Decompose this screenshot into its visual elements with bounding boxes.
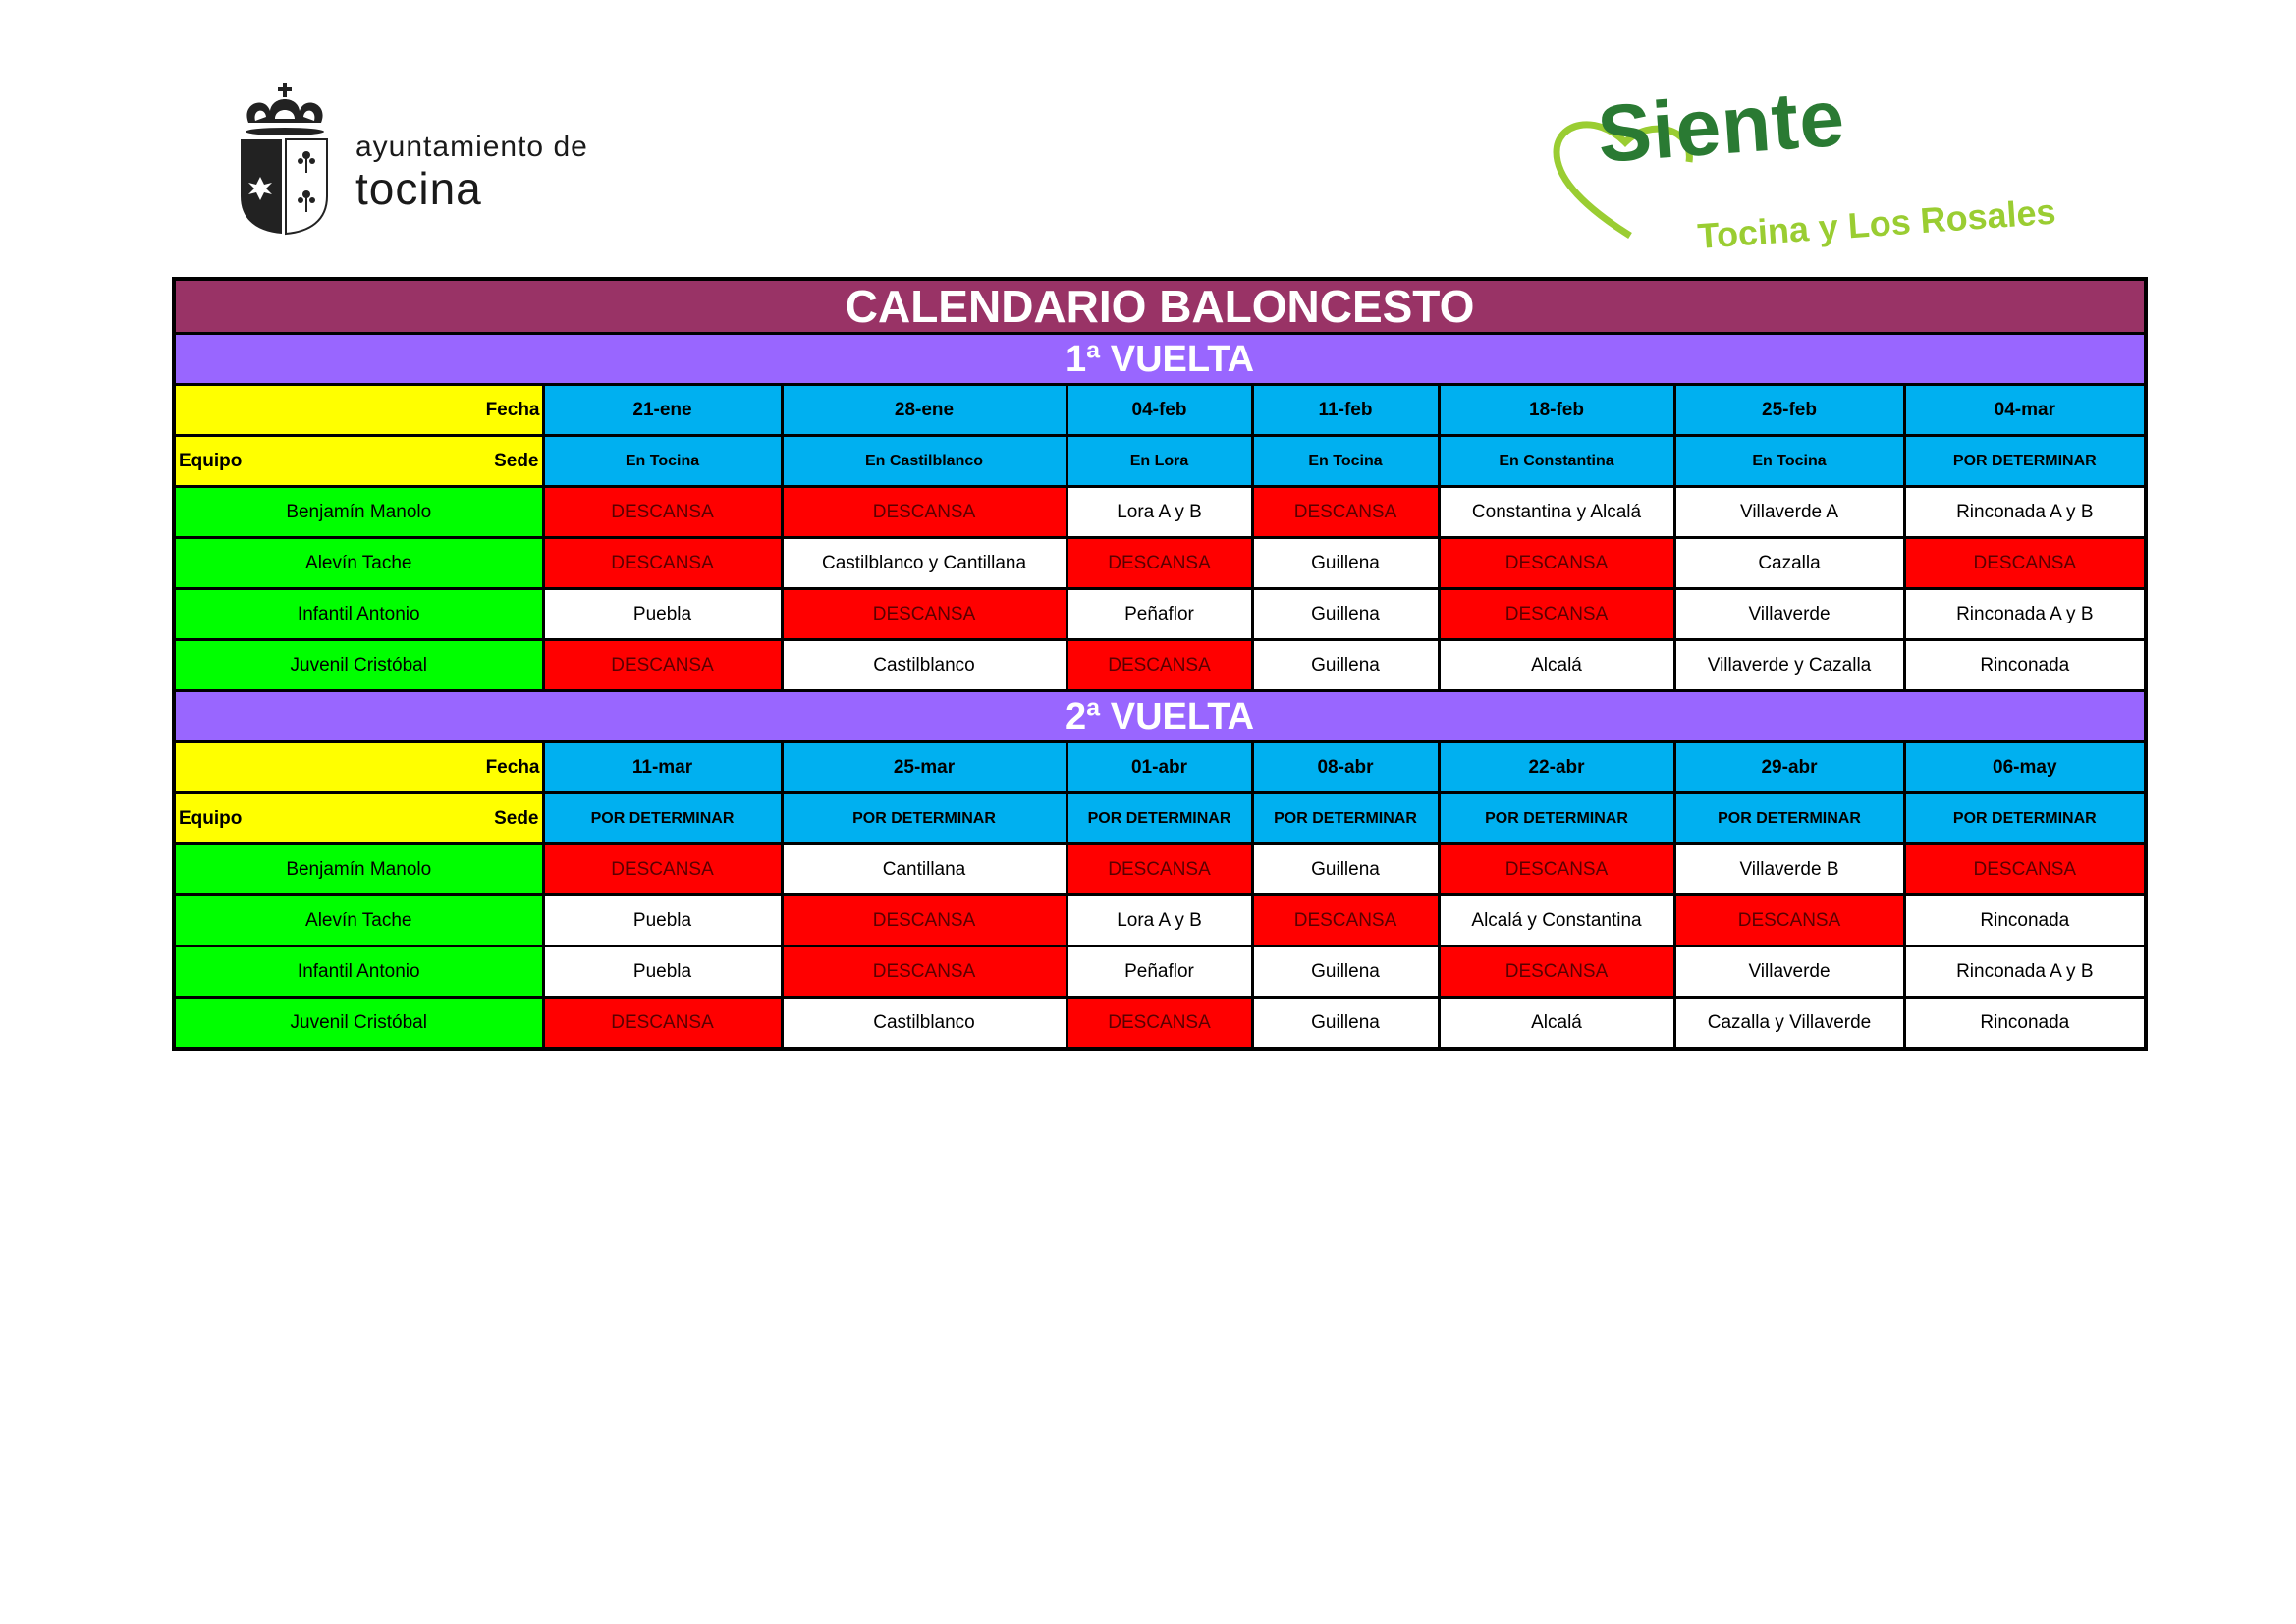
team-name: Juvenil Cristóbal xyxy=(174,640,543,691)
crown-icon xyxy=(241,83,329,137)
round-header-row xyxy=(174,691,2146,742)
round-header-row xyxy=(174,334,2146,385)
team-name: Alevín Tache xyxy=(174,895,543,947)
opponent-cell: Guillena xyxy=(1252,538,1439,589)
date-cell: 11-feb xyxy=(1252,385,1439,436)
date-cell: 04-feb xyxy=(1066,385,1252,436)
opponent-cell: Cazalla y Villaverde xyxy=(1674,998,1904,1050)
opponent-cell: Puebla xyxy=(543,895,782,947)
venue-cell: POR DETERMINAR xyxy=(1904,793,2146,844)
opponent-cell: Villaverde A xyxy=(1674,487,1904,538)
rest-cell: DESCANSA xyxy=(543,487,782,538)
opponent-cell: Guillena xyxy=(1252,947,1439,998)
date-cell: 28-ene xyxy=(782,385,1066,436)
date-cell: 25-feb xyxy=(1674,385,1904,436)
venue-cell: En Tocina xyxy=(543,436,782,487)
opponent-cell: Rinconada A y B xyxy=(1904,947,2146,998)
rest-cell: DESCANSA xyxy=(1252,487,1439,538)
opponent-cell: Peñaflor xyxy=(1066,589,1252,640)
opponent-cell: Guillena xyxy=(1252,640,1439,691)
team-row xyxy=(174,487,2146,538)
venue-cell: En Constantina xyxy=(1439,436,1674,487)
date-cell: 25-mar xyxy=(782,742,1066,793)
equipo-label: Equipo xyxy=(179,450,243,471)
date-cell: 11-mar xyxy=(543,742,782,793)
campaign-logo-title: Siente xyxy=(1594,73,1848,180)
opponent-cell: Puebla xyxy=(543,589,782,640)
venue-row xyxy=(174,793,2146,844)
municipality-logo-line2: tocina xyxy=(355,163,482,214)
venue-cell: En Tocina xyxy=(1674,436,1904,487)
opponent-cell: Cazalla xyxy=(1674,538,1904,589)
campaign-logo xyxy=(1552,73,2141,265)
calendar-title: CALENDARIO BALONCESTO xyxy=(174,279,2146,334)
opponent-cell: Castilblanco xyxy=(782,998,1066,1050)
fecha-label: Fecha xyxy=(485,756,540,778)
team-name: Juvenil Cristóbal xyxy=(174,998,543,1050)
rest-cell: DESCANSA xyxy=(1439,844,1674,895)
team-row xyxy=(174,844,2146,895)
rest-cell: DESCANSA xyxy=(782,589,1066,640)
team-row xyxy=(174,947,2146,998)
sede-label: Sede xyxy=(494,807,539,829)
opponent-cell: Guillena xyxy=(1252,998,1439,1050)
opponent-cell: Cantillana xyxy=(782,844,1066,895)
date-cell: 29-abr xyxy=(1674,742,1904,793)
rest-cell: DESCANSA xyxy=(1439,589,1674,640)
opponent-cell: Peñaflor xyxy=(1066,947,1252,998)
opponent-cell: Villaverde xyxy=(1674,589,1904,640)
team-name: Infantil Antonio xyxy=(174,589,543,640)
venue-cell: POR DETERMINAR xyxy=(1439,793,1674,844)
equipo-label: Equipo xyxy=(179,807,243,829)
team-name: Infantil Antonio xyxy=(174,947,543,998)
venue-cell: POR DETERMINAR xyxy=(1066,793,1252,844)
rest-cell: DESCANSA xyxy=(543,844,782,895)
opponent-cell: Lora A y B xyxy=(1066,487,1252,538)
venue-cell: En Tocina xyxy=(1252,436,1439,487)
date-row xyxy=(174,385,2146,436)
team-name: Benjamín Manolo xyxy=(174,844,543,895)
rest-cell: DESCANSA xyxy=(1439,947,1674,998)
opponent-cell: Alcalá xyxy=(1439,998,1674,1050)
opponent-cell: Alcalá y Constantina xyxy=(1439,895,1674,947)
team-row xyxy=(174,538,2146,589)
rest-cell: DESCANSA xyxy=(782,895,1066,947)
team-row xyxy=(174,895,2146,947)
team-row xyxy=(174,640,2146,691)
team-row xyxy=(174,589,2146,640)
rest-cell: DESCANSA xyxy=(1252,895,1439,947)
date-cell: 18-feb xyxy=(1439,385,1674,436)
rest-cell: DESCANSA xyxy=(1439,538,1674,589)
fecha-label-cell xyxy=(174,742,543,793)
municipality-logo-line1: ayuntamiento de xyxy=(355,131,588,163)
opponent-cell: Rinconada A y B xyxy=(1904,589,2146,640)
opponent-cell: Rinconada xyxy=(1904,640,2146,691)
opponent-cell: Guillena xyxy=(1252,844,1439,895)
coat-of-arms-icon xyxy=(239,137,329,236)
sede-label: Sede xyxy=(494,450,539,471)
equipo-sede-label-cell xyxy=(174,793,543,844)
equipo-sede-label-cell xyxy=(174,436,543,487)
rest-cell: DESCANSA xyxy=(1904,844,2146,895)
opponent-cell: Alcalá xyxy=(1439,640,1674,691)
opponent-cell: Rinconada xyxy=(1904,895,2146,947)
opponent-cell: Castilblanco xyxy=(782,640,1066,691)
venue-cell: POR DETERMINAR xyxy=(1674,793,1904,844)
opponent-cell: Villaverde y Cazalla xyxy=(1674,640,1904,691)
rest-cell: DESCANSA xyxy=(782,487,1066,538)
venue-cell: POR DETERMINAR xyxy=(1252,793,1439,844)
rest-cell: DESCANSA xyxy=(543,538,782,589)
round-title: 2ª VUELTA xyxy=(174,691,2146,742)
basketball-calendar-table xyxy=(172,277,2148,1051)
venue-cell: En Castilblanco xyxy=(782,436,1066,487)
opponent-cell: Castilblanco y Cantillana xyxy=(782,538,1066,589)
municipality-logo xyxy=(236,83,629,241)
opponent-cell: Guillena xyxy=(1252,589,1439,640)
rest-cell: DESCANSA xyxy=(1674,895,1904,947)
opponent-cell: Puebla xyxy=(543,947,782,998)
opponent-cell: Rinconada xyxy=(1904,998,2146,1050)
venue-cell: POR DETERMINAR xyxy=(1904,436,2146,487)
date-row xyxy=(174,742,2146,793)
venue-cell: POR DETERMINAR xyxy=(543,793,782,844)
rest-cell: DESCANSA xyxy=(543,998,782,1050)
date-cell: 04-mar xyxy=(1904,385,2146,436)
opponent-cell: Lora A y B xyxy=(1066,895,1252,947)
team-row xyxy=(174,998,2146,1050)
date-cell: 01-abr xyxy=(1066,742,1252,793)
venue-cell: En Lora xyxy=(1066,436,1252,487)
rest-cell: DESCANSA xyxy=(1904,538,2146,589)
rest-cell: DESCANSA xyxy=(1066,998,1252,1050)
opponent-cell: Villaverde xyxy=(1674,947,1904,998)
rest-cell: DESCANSA xyxy=(782,947,1066,998)
team-name: Alevín Tache xyxy=(174,538,543,589)
fecha-label: Fecha xyxy=(485,399,540,420)
round-title: 1ª VUELTA xyxy=(174,334,2146,385)
date-cell: 06-may xyxy=(1904,742,2146,793)
date-cell: 21-ene xyxy=(543,385,782,436)
venue-cell: POR DETERMINAR xyxy=(782,793,1066,844)
date-cell: 08-abr xyxy=(1252,742,1439,793)
rest-cell: DESCANSA xyxy=(1066,640,1252,691)
venue-row xyxy=(174,436,2146,487)
rest-cell: DESCANSA xyxy=(543,640,782,691)
rest-cell: DESCANSA xyxy=(1066,538,1252,589)
team-name: Benjamín Manolo xyxy=(174,487,543,538)
opponent-cell: Villaverde B xyxy=(1674,844,1904,895)
opponent-cell: Constantina y Alcalá xyxy=(1439,487,1674,538)
date-cell: 22-abr xyxy=(1439,742,1674,793)
rest-cell: DESCANSA xyxy=(1066,844,1252,895)
opponent-cell: Rinconada A y B xyxy=(1904,487,2146,538)
campaign-logo-subtitle: Tocina y Los Rosales xyxy=(1696,190,2057,256)
fecha-label-cell xyxy=(174,385,543,436)
